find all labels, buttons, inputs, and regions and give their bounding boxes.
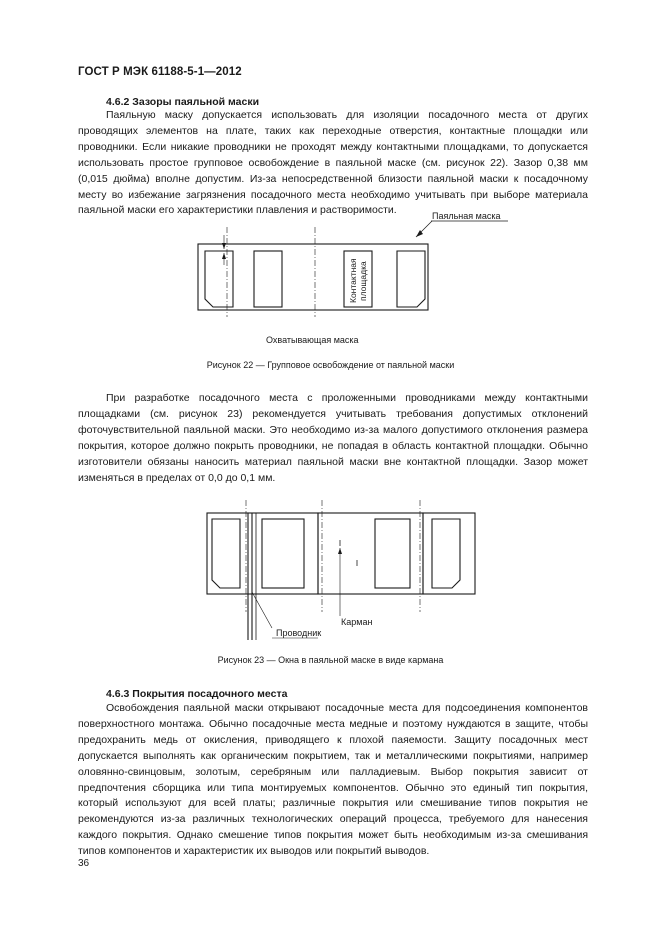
- figure-23-drawing: [200, 500, 490, 645]
- document-header: ГОСТ Р МЭК 61188-5-1—2012: [78, 66, 242, 78]
- label-solder-mask: Паяльная маска: [432, 211, 501, 221]
- label-pad-line2: площадка: [358, 261, 368, 301]
- paragraph-2: При разработке посадочного места с проложенными проводниками между контактными площадками (см. рисунок 23) рекомендуется учитывать требования допустимых отклонений фоточувствительной паяльной маски. Это необходимо из-за малого допустимого отклонения размера покрытия, которое должно покрыть проводники, не попадая в область контактной площадки. Обычно изготовители обязаны наносить материал паяльной маски вне контактной площадки. Зазор может изменяться в пределах от 0,0 до 0,1 мм.: [78, 392, 588, 484]
- figure-23-caption: Рисунок 23 — Окна в паяльной маске в виде кармана: [217, 655, 444, 665]
- label-enclosing-mask: Охватывающая маска: [266, 335, 359, 345]
- section-4-6-2-title: 4.6.2 Зазоры паяльной маски: [106, 96, 260, 108]
- label-pocket: Карман: [341, 617, 373, 627]
- page-number: 36: [78, 858, 90, 869]
- label-conductor: Проводник: [276, 628, 322, 638]
- section-4-6-2-paragraph: Паяльную маску допускается использовать для изоляции посадочного места от других проводящих элементов на плате, таких как переходные отверстия, контактные площадки или проводники. Если никакие проводники не проходят между контактными площадками, то допускается использовать простое групповое освобождение в паяльной маске (см. рисунок 22). Зазор 0,38 мм (0,015 дюйма) вполне допустим. Из-за непосредственной близости паяльной маски к посадочному месту во избежание загрязнения посадочного места необходимо учитывать при выборе материала паяльной маски его характеристики плавления и растворимости.: [78, 109, 588, 217]
- figure-22-drawing: [180, 205, 540, 355]
- section-4-6-3-paragraph: Освобождения паяльной маски открывают посадочные места для подсоединения компонентов поверхностного монтажа. Обычно посадочные места медные и поэтому нуждаются в защите, чтобы предохранить медь от окисления, приводящего к плохой паяемости. Защиту посадочных мест допускается выполнять как органическим покрытием, так и металлическими покрытиями, например оловянно-свинцовым, золотым, серебряным или палладиевым. Выбор покрытия зависит от предпочтения сборщика или типа монтируемых компонентов. Обычно это единый тип покрытия, который используют для всей платы; различные покрытия или смешивание типов покрытия не рекомендуются из-за различных технологических операций процесса, требуемого для нанесения каждого покрытия. Однако смешение типов покрытия может быть необходимым из-за смешивания типов компонентов и характеристик их выводов или покрытий выводов.: [78, 702, 588, 858]
- figure-22-caption: Рисунок 22 — Групповое освобождение от паяльной маски: [206, 360, 455, 370]
- figure-23: [200, 500, 490, 645]
- section-4-6-3-title: 4.6.3 Покрытия посадочного места: [106, 688, 288, 700]
- label-pad-line1: Контактная: [348, 258, 358, 303]
- figure-22: [180, 205, 540, 355]
